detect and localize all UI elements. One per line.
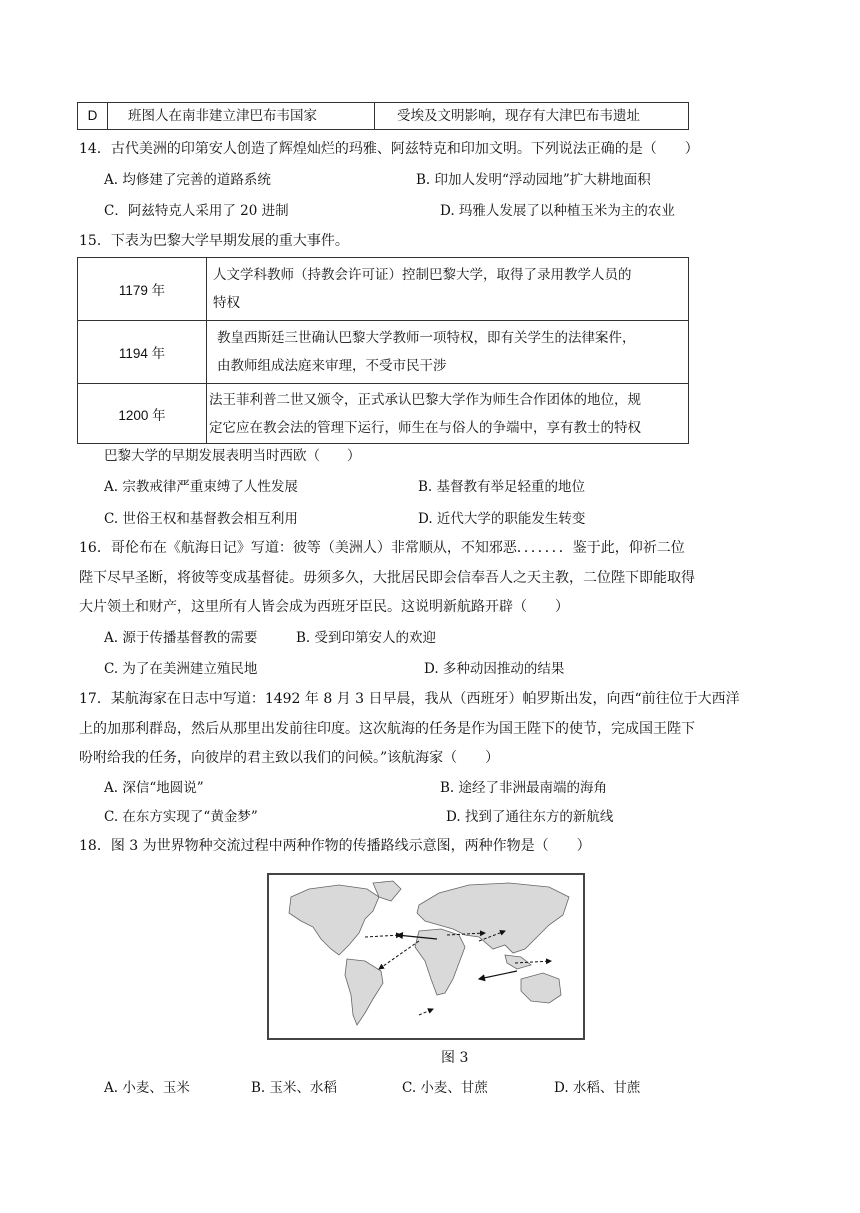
q16-option-a[interactable]: A. 源于传播基督教的需要 bbox=[104, 630, 258, 646]
figure-caption: 图 3 bbox=[441, 1050, 469, 1066]
world-map-figure bbox=[267, 873, 585, 1040]
q18-option-c[interactable]: C. 小麦、甘蔗 bbox=[402, 1080, 488, 1096]
event-cell bbox=[207, 384, 689, 444]
question-18-stem: 18．图 3 为世界物种交流过程中两种作物的传播路线示意图，两种作物是（ ） bbox=[79, 838, 591, 854]
route-arrow bbox=[419, 1009, 433, 1015]
description-cell: 班图人在南非建立津巴布韦国家 bbox=[108, 103, 375, 130]
q16-option-d[interactable]: D. 多种动因推动的结果 bbox=[424, 661, 565, 677]
route-arrow bbox=[365, 935, 401, 937]
year-cell: 1194 年 bbox=[78, 321, 207, 384]
route-arrow bbox=[379, 941, 419, 969]
q14-option-a[interactable]: A. 均修建了完善的道路系统 bbox=[104, 172, 271, 188]
q17-option-b[interactable]: B. 途经了非洲最南端的海角 bbox=[440, 780, 608, 796]
question-15-after: 巴黎大学的早期发展表明当时西欧（ ） bbox=[104, 448, 361, 464]
route-arrow bbox=[479, 971, 517, 979]
q15-option-b[interactable]: B. 基督教有举足轻重的地位 bbox=[418, 479, 586, 495]
year-cell: 1200 年 bbox=[78, 384, 207, 444]
year-cell: 1179 年 bbox=[78, 258, 207, 321]
q18-option-b[interactable]: B. 玉米、水稻 bbox=[251, 1080, 338, 1096]
q17-option-a[interactable]: A. 深信“地圆说” bbox=[104, 780, 204, 796]
q17-option-d[interactable]: D. 找到了通往东方的新航线 bbox=[446, 809, 614, 825]
event-cell bbox=[207, 321, 689, 384]
south-america-shape bbox=[345, 959, 383, 1025]
event-line: 教皇西斯廷三世确认巴黎大学教师一项特权，即有关学生的法律案件， bbox=[217, 330, 636, 346]
event-line: 人文学科教师（持教会许可证）控制巴黎大学，取得了录用教学人员的 bbox=[213, 267, 632, 283]
event-line: 定它应在教会法的管理下运行，师生在与俗人的争端中，享有教士的特权 bbox=[209, 419, 641, 436]
q15-table bbox=[77, 257, 689, 444]
question-17-line-1: 17．某航海家在日志中写道：1492 年 8 月 3 日早晨，我从（西班牙）帕罗斯出发，向西“前往位于大西洋 bbox=[79, 691, 740, 707]
question-14-stem: 14．古代美洲的印第安人创造了辉煌灿烂的玛雅、阿兹特克和印加文明。下列说法正确的是（ ） bbox=[79, 141, 699, 157]
q18-option-d[interactable]: D. 水稻、甘蔗 bbox=[554, 1080, 641, 1096]
africa-shape bbox=[415, 929, 465, 995]
q15-option-d[interactable]: D. 近代大学的职能发生转变 bbox=[418, 511, 586, 527]
q14-option-d[interactable]: D. 玛雅人发展了以种植玉米为主的农业 bbox=[440, 203, 675, 219]
option-letter-cell: D bbox=[78, 103, 108, 130]
event-line: 法王菲利普二世又颁令，正式承认巴黎大学作为师生合作团体的地位，规 bbox=[209, 391, 641, 408]
event-line: 特权 bbox=[213, 295, 240, 311]
question-17-line-2: 上的加那利群岛，然后从那里出发前往印度。这次航海的任务是作为国王陛下的使节，完成国王陛下 bbox=[79, 721, 695, 737]
north-america-shape bbox=[289, 885, 379, 955]
event-line: 由教师组成法庭来审理，不受市民干涉 bbox=[217, 358, 447, 374]
q14-option-b[interactable]: B. 印加人发明“浮动园地”扩大耕地面积 bbox=[416, 172, 651, 188]
question-15-stem: 15．下表为巴黎大学早期发展的重大事件。 bbox=[79, 233, 349, 249]
evidence-cell: 受埃及文明影响，现存有大津巴布韦遗址 bbox=[375, 103, 689, 130]
q16-option-b[interactable]: B. 受到印第安人的欢迎 bbox=[296, 630, 437, 646]
question-16-line-1: 16．哥伦布在《航海日记》写道：彼等（美洲人）非常顺从，不知邪恶．．．．．．．鉴于此，仰祈二位 bbox=[79, 540, 685, 556]
table-row bbox=[78, 258, 689, 321]
question-17-line-3: 吩咐给我的任务，向彼岸的君主致以我们的问候。”该航海家（ ） bbox=[79, 750, 500, 766]
table-row bbox=[78, 384, 689, 444]
q14-option-c[interactable]: C．阿兹特克人采用了 20 进制 bbox=[104, 203, 289, 219]
question-16-line-2: 陛下尽早圣断，将彼等变成基督徒。毋须多久，大批居民即会信奉吾人之天主教，二位陛下即能取得 bbox=[79, 570, 695, 586]
table-row bbox=[78, 321, 689, 384]
event-cell bbox=[207, 258, 689, 321]
q15-option-c[interactable]: C. 世俗王权和基督教会相互利用 bbox=[104, 511, 298, 527]
q13-table-tail bbox=[77, 102, 689, 130]
q16-option-c[interactable]: C. 为了在美洲建立殖民地 bbox=[104, 661, 258, 677]
question-16-line-3: 大片领土和财产，这里所有人皆会成为西班牙臣民。这说明新航路开辟（ ） bbox=[79, 599, 569, 615]
q15-option-a[interactable]: A. 宗教戒律严重束缚了人性发展 bbox=[104, 479, 298, 495]
q18-option-a[interactable]: A. 小麦、玉米 bbox=[104, 1080, 190, 1096]
table-row bbox=[78, 103, 689, 130]
world-map-svg bbox=[269, 875, 583, 1038]
q17-option-c[interactable]: C. 在东方实现了“黄金梦” bbox=[104, 809, 258, 825]
australia-shape bbox=[521, 973, 561, 1003]
